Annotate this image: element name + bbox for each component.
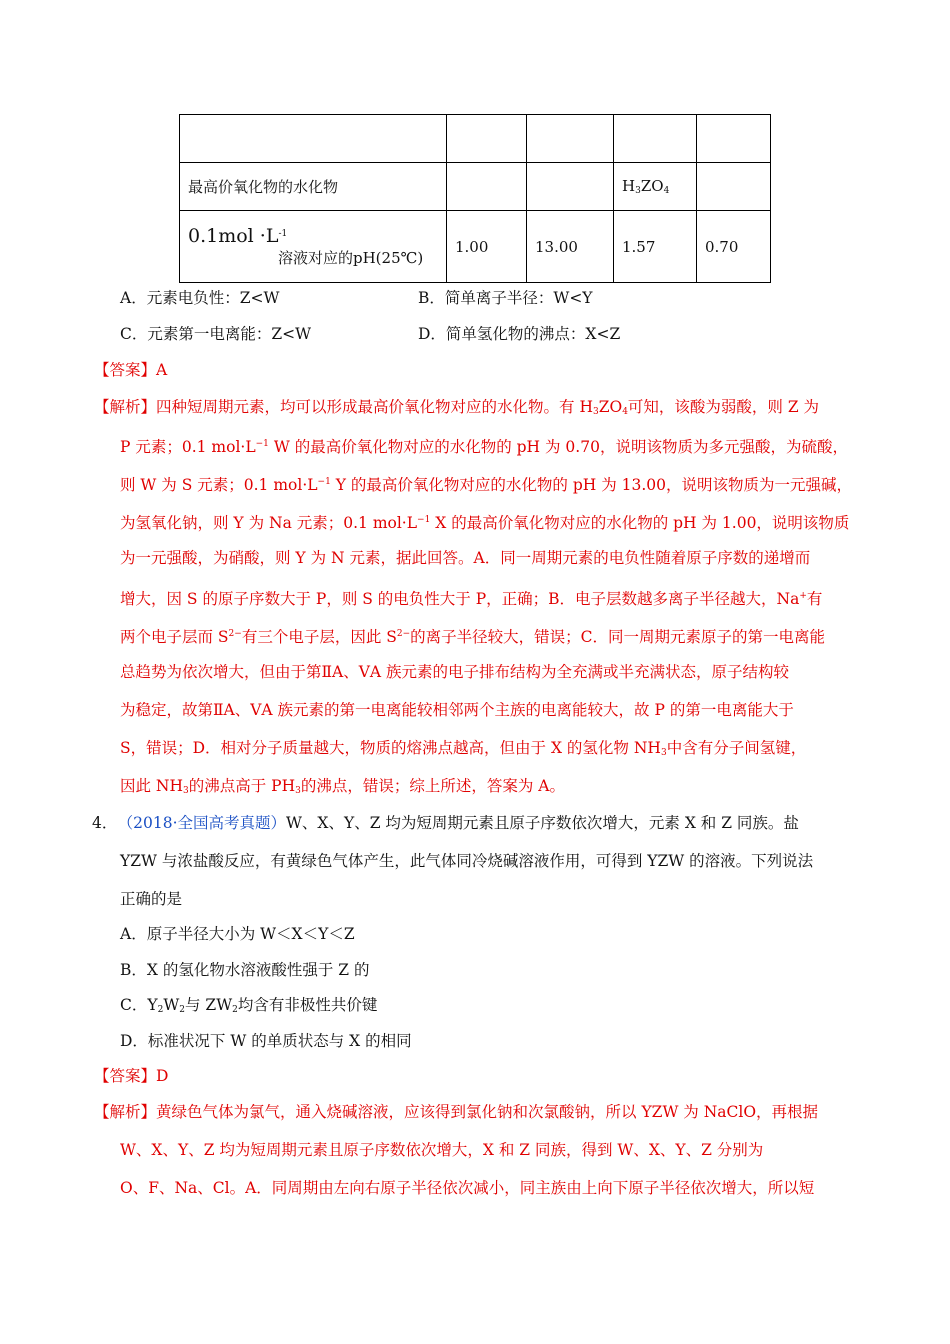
analysis-line: 【解析】四种短周期元素，均可以形成最高价氧化物对应的水化物。有 $H_3ZO_4$可知，该酸为弱酸，则 Z 为: [94, 398, 820, 417]
element-data-table: [179, 114, 771, 283]
table-cell: [527, 163, 614, 211]
analysis-line: 两个电子层而 $S^{2-}$有三个电子层，因此 $S^{2-}$的离子半径较大，错误；C．同一周期元素原子的第一电离能: [120, 628, 826, 646]
table-cell: 0.70: [697, 211, 771, 283]
table-cell: [180, 115, 447, 163]
option-d: D．简单氢化物的沸点：X<Z: [418, 325, 621, 343]
analysis-line: 为氢氧化钠，则 Y 为 Na 元素；0.1 $mol\cdot L^{-1}$ X 的最高价氧化物对应的水化物的 pH 为 1.00，说明该物质: [120, 514, 850, 532]
row-label-ph: $0.1mol \cdot L^{-1}$ 溶液对应的pH(25℃): [180, 211, 447, 283]
table-cell: [697, 115, 771, 163]
answer-3: 【答案】A: [94, 361, 168, 379]
option-b: B．简单离子半径：W<Y: [418, 289, 593, 307]
table-cell: 1.00: [447, 211, 527, 283]
answer-4: 【答案】D: [94, 1067, 169, 1085]
table-row: [180, 211, 771, 283]
question-source: （2018·全国高考真题）: [125, 814, 286, 832]
option-c: C．$Y_2W_2$与 $ZW_2$均含有非极性共价键: [120, 996, 378, 1015]
analysis-line: 则 W 为 S 元素；0.1 $mol\cdot L^{-1}$ Y 的最高价氧化物对应的水化物的 pH 为 13.00，说明该物质为一元强碱，: [120, 476, 853, 494]
table-cell: [697, 163, 771, 211]
analysis-line: S，错误；D．相对分子质量越大，物质的熔沸点越高，但由于 X 的氢化物 $NH_3$中含有分子间氢键，: [120, 739, 807, 758]
table-cell: [614, 115, 697, 163]
analysis-line: 因此 $NH_3$的沸点高于 $PH_3$的沸点，错误；综上所述，答案为 A。: [120, 777, 565, 796]
option-a: A．元素电负性：Z<W: [120, 289, 280, 307]
table-row: [180, 163, 771, 211]
table-cell: [447, 115, 527, 163]
option-a: A．原子半径大小为 W＜X＜Y＜Z: [120, 925, 355, 943]
analysis-line: 总趋势为依次增大，但由于第ⅡA、ⅤA 族元素的电子排布结构为全充满或半充满状态，原子结构较: [120, 663, 790, 681]
table-cell: [447, 163, 527, 211]
table-cell: 1.57: [614, 211, 697, 283]
analysis-line: 为稳定，故第ⅡA、ⅤA 族元素的第一电离能较相邻两个主族的电离能较大，故 P 的第一电离能大于: [120, 701, 794, 719]
table-cell: 13.00: [527, 211, 614, 283]
analysis-line: W、X、Y、Z 均为短周期元素且原子序数依次增大，X 和 Z 同族，得到 W、X、Y、Z 分别为: [120, 1141, 764, 1159]
question-4-stem-line: YZW 与浓盐酸反应，有黄绿色气体产生，此气体同冷烧碱溶液作用，可得到 YZW 的溶液。下列说法: [120, 852, 814, 870]
option-d: D．标准状况下 W 的单质状态与 X 的相同: [120, 1032, 412, 1050]
row-label-hydrate: 最高价氧化物的水化物: [180, 163, 447, 211]
option-b: B．X 的氢化物水溶液酸性强于 Z 的: [120, 961, 370, 979]
question-number: 4．: [92, 814, 118, 832]
table-cell: [527, 115, 614, 163]
analysis-line: O、F、Na、Cl。A．同周期由左向右原子半径依次减小，同主族由上向下原子半径依次增大，所以短: [120, 1179, 815, 1197]
question-4-stem-line: 正确的是: [120, 890, 183, 908]
question-4-stem-line: 4． （2018·全国高考真题）W、X、Y、Z 均为短周期元素且原子序数依次增大，元素 X 和 Z 同族。盐: [92, 814, 799, 832]
option-c: C．元素第一电离能：Z<W: [120, 325, 312, 343]
analysis-line: 增大，因 S 的原子序数大于 P，则 S 的电负性大于 P，正确；B．电子层数越多离子半径越大，Na+有: [120, 590, 823, 608]
table-header-row: [180, 115, 771, 163]
analysis-line: 【解析】黄绿色气体为氯气，通入烧碱溶液，应该得到氯化钠和次氯酸钠，所以 YZW 为 NaClO，再根据: [94, 1103, 819, 1121]
table-cell-h3zo4: $H_3ZO_4$: [614, 163, 697, 211]
analysis-line: P 元素；0.1 $mol\cdot L^{-1}$ W 的最高价氧化物对应的水化物的 pH 为 0.70，说明该物质为多元强酸，为硫酸，: [120, 438, 848, 456]
analysis-line: 为一元强酸，为硝酸，则 Y 为 N 元素，据此回答。A．同一周期元素的电负性随着原子序数的递增而: [120, 549, 811, 567]
